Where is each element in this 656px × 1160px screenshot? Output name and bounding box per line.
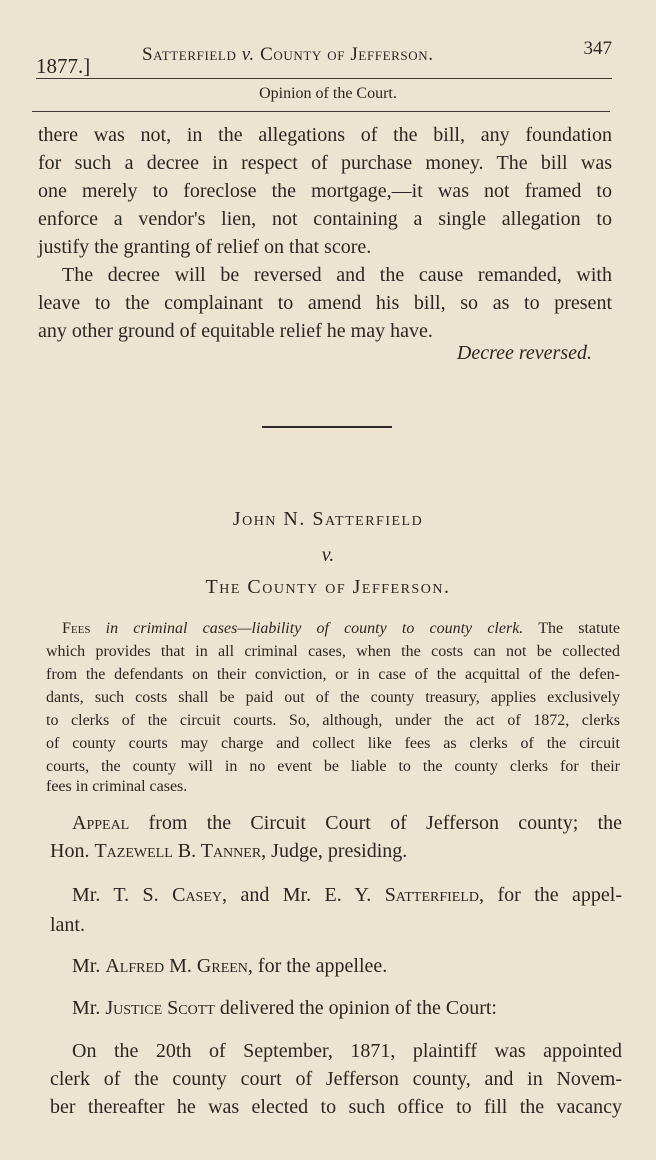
case-party-2: The County of Jefferson. [205, 576, 451, 598]
headnote-lead: Fees [62, 620, 91, 637]
appeal-text: from the Circuit Court of Jefferson county; the [148, 812, 623, 834]
opinion-line: clerk of the county court of Jefferson county, and in Novem- [50, 1068, 622, 1090]
counsel-and: and Mr. E. Y. [240, 884, 372, 906]
justice-name: Justice Scott [105, 997, 215, 1019]
header-subtitle: Opinion of the Court. [259, 85, 397, 102]
text-line: enforce a vendor's lien, not containing a single allegation to [38, 208, 612, 230]
counsel-name: Alfred M. Green, [105, 955, 253, 977]
headnote-line [62, 620, 620, 638]
running-header [36, 38, 612, 78]
opinion-line: On the 20th of September, 1871, plaintiff was appointed [72, 1040, 622, 1062]
counsel-appellee [72, 955, 622, 978]
headnote-line: courts, the county will in no event be liable to the county clerks for their [46, 758, 620, 775]
text-line: justify the granting of relief on that score. [38, 236, 372, 258]
justice-mr: Mr. [72, 997, 101, 1019]
text-line: one merely to foreclose the mortgage,—it was not framed to [38, 180, 612, 202]
text-line: there was not, in the allegations of the bill, any foundation [38, 124, 612, 146]
case-versus: v. [321, 544, 335, 566]
headnote-first-rest: The statute [538, 620, 621, 637]
justice-line [72, 997, 622, 1020]
headnote-line: dants, such costs shall be paid out of the county treasury, applies exclusively [46, 689, 620, 706]
headnote-line: from the defendants on their conviction, or in case of the acquittal of the defen- [46, 666, 620, 683]
header-party-a: Satterfield [142, 44, 237, 65]
counsel-name: Casey, [172, 884, 228, 906]
text-line: any other ground of equitable relief he may have. [38, 320, 433, 342]
header-year: 1877.] [36, 54, 91, 78]
header-rule-bottom [32, 111, 610, 112]
counsel-mr: Mr. [72, 955, 101, 977]
counsel-name: Satterfield, [384, 884, 485, 906]
opinion-line: ber thereafter he was elected to such office to fill the vacancy [50, 1096, 622, 1118]
text-line: leave to the complainant to amend his bill, so as to present [38, 292, 612, 314]
section-divider [262, 426, 392, 428]
appeal-line [50, 840, 622, 863]
counsel-appellant [72, 884, 622, 907]
counsel-rest: for the appellee. [257, 955, 388, 977]
appeal-lead: Appeal [72, 812, 130, 834]
header-versus: v. [241, 44, 255, 65]
case-party-1: John N. Satterfield [232, 508, 424, 530]
header-party-b: County of Jefferson. [260, 44, 434, 65]
counsel-mr: Mr. T. S. [72, 884, 159, 906]
justice-rest: delivered the opinion of the Court: [219, 997, 497, 1019]
header-case-title [142, 44, 434, 66]
appeal-line [72, 812, 622, 835]
headnote-topic: in criminal cases—liability of county to county clerk. [105, 620, 524, 637]
headnote-line: which provides that in all criminal cases, when the costs can not be collected [46, 643, 620, 660]
headnote-line: fees in criminal cases. [46, 778, 188, 795]
appeal-text-2: Judge, presiding. [271, 840, 408, 862]
appeal-hon: Hon. [50, 840, 90, 862]
disposition: Decree reversed. [456, 342, 592, 364]
text-line: The decree will be reversed and the cause remanded, with [62, 264, 612, 286]
header-rule-top [36, 78, 612, 79]
text-line: for such a decree in respect of purchase money. The bill was [38, 152, 612, 174]
appeal-judge: Tazewell B. Tanner, [94, 840, 267, 862]
counsel-appellant-cont: lant. [50, 914, 85, 936]
counsel-rest: for the appel- [497, 884, 623, 906]
headnote-line: of county courts may charge and collect like fees as clerks of the circuit [46, 735, 620, 752]
page-number: 347 [583, 38, 612, 59]
headnote-line: to clerks of the circuit courts. So, although, under the act of 1872, clerks [46, 712, 620, 729]
